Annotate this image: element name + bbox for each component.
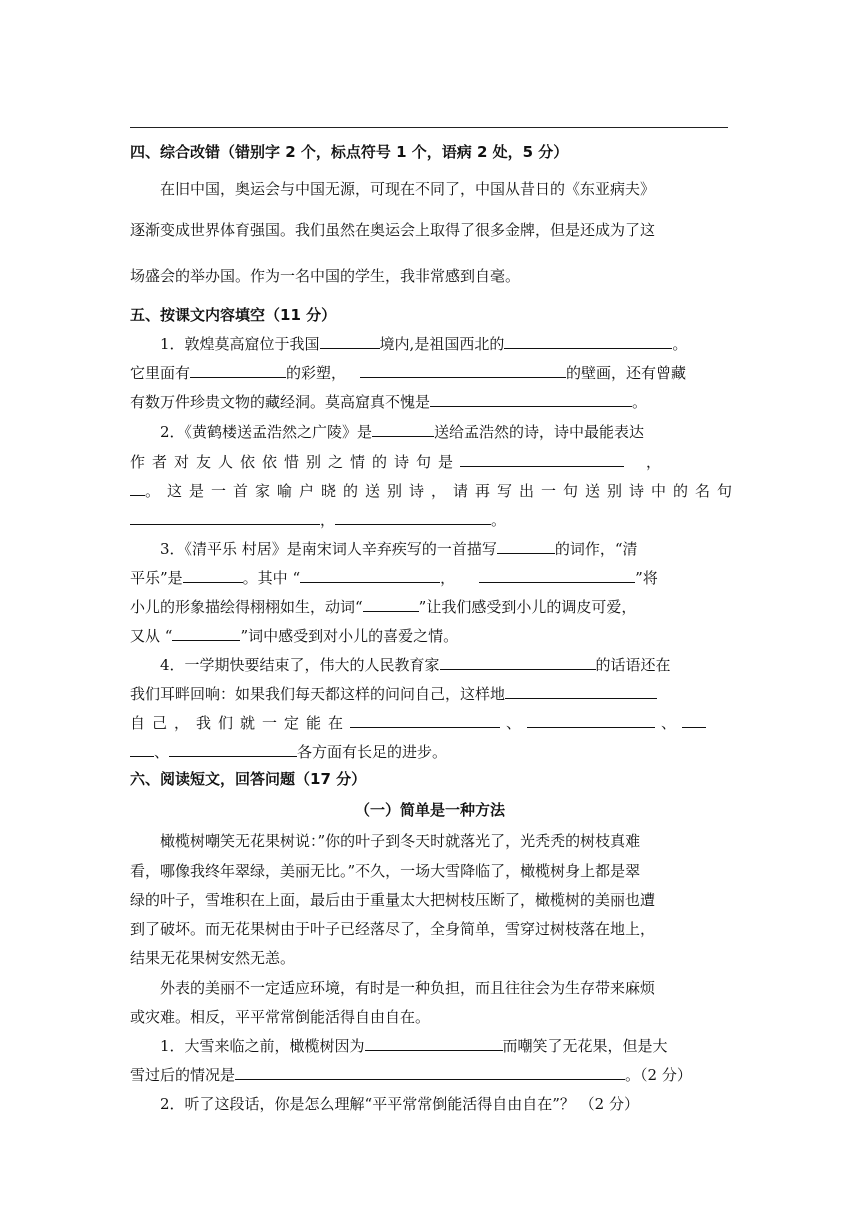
s5-q4-line-4	[130, 741, 730, 762]
text: 的彩塑，	[286, 364, 347, 382]
s5-q3-line-4	[130, 625, 730, 646]
s5-q3-line-3	[130, 596, 730, 617]
s5-q1-line-1	[160, 333, 730, 354]
passage-title: （一）简单是一种方法	[354, 801, 505, 819]
answer-blank[interactable]	[300, 568, 440, 583]
answer-blank[interactable]	[479, 568, 635, 583]
answer-blank[interactable]	[130, 742, 154, 757]
section4-heading: 四、综合改错（错别字 2 个，标点符号 1 个，语病 2 处，5 分）	[130, 143, 569, 161]
section4-line-3: 场盛会的举办国。作为一名中国的学生，我非常感到自毫。	[130, 267, 521, 285]
answer-blank[interactable]	[430, 392, 500, 407]
section5-heading: 五、按课文内容填空（11 分）	[130, 306, 337, 324]
s5-q2-line-3	[130, 480, 740, 501]
answer-blank[interactable]	[372, 422, 434, 437]
passage-para1-line-4: 到了破坏。而无花果树由于叶子已经落尽了，全身简单，雪穿过树枝落在地上，	[130, 920, 656, 938]
top-divider	[130, 127, 728, 128]
text: 它里面有	[130, 364, 191, 382]
section6-heading: 六、阅读短文，回答问题（17 分）	[130, 770, 367, 788]
answer-blank[interactable]	[497, 539, 555, 554]
passage-para1-line-3: 绿的叶子，雪堆积在上面，最后由于重量太大把树枝压断了，橄榄树的美丽也遭	[130, 891, 656, 909]
passage-para1-line-1: 橄榄树嘲笑无花果树说：”你的叶子到冬天时就落光了，光秃秃的树枝真难	[160, 832, 641, 850]
s5-q1-line-3	[130, 391, 730, 412]
answer-blank[interactable]	[190, 363, 286, 378]
passage-para2-line-2: 或灾难。相反，平平常常倒能活得自由自在。	[130, 1008, 431, 1026]
s5-q4-line-1	[160, 654, 730, 675]
text: ，	[646, 453, 662, 471]
answer-blank[interactable]	[320, 334, 380, 349]
answer-blank[interactable]	[570, 392, 632, 407]
answer-blank[interactable]	[682, 713, 706, 728]
answer-blank[interactable]	[505, 684, 657, 699]
answer-blank[interactable]	[527, 713, 655, 728]
text: 2．《黄鹤楼送孟浩然之广陵》是	[160, 423, 373, 441]
answer-blank[interactable]	[350, 713, 500, 728]
s5-q3-line-1	[160, 538, 730, 559]
answer-blank[interactable]	[360, 363, 566, 378]
s5-q4-line-2	[130, 683, 730, 704]
text: 3．《清平乐 村居》是南宋词人辛弃疾写的一首描写	[160, 540, 497, 558]
s6-q2: 2．听了这段话，你是怎么理解“平平常常倒能活得自由自在”？ （2 分）	[160, 1095, 639, 1113]
answer-blank[interactable]	[363, 597, 419, 612]
text: ”让我们感受到小儿的调皮可爱，	[418, 598, 637, 616]
text: 、	[154, 743, 170, 761]
answer-blank[interactable]	[172, 626, 240, 641]
passage-para2-line-1: 外表的美丽不一定适应环境，有时是一种负担，而且往往会为生存带来麻烦	[160, 979, 656, 997]
text: 我们耳畔回响：如果我们每天都这样的问问自己，这样地	[130, 685, 506, 703]
text: 、	[661, 714, 677, 732]
text: 自己，我们就一定能在	[130, 714, 351, 732]
answer-blank[interactable]	[365, 1036, 503, 1051]
s5-q1-line-2	[130, 362, 730, 383]
text: 。	[632, 393, 648, 411]
text: 。	[491, 511, 507, 529]
passage-para1-line-2: 看，哪像我终年翠绿，美丽无比。”不久，一场大雪降临了，橄榄树身上都是翠	[130, 862, 641, 880]
s5-q2-line-2	[130, 451, 730, 472]
text: 各方面有长足的进步。	[297, 743, 448, 761]
text: 雪过后的情况是	[130, 1066, 236, 1084]
s5-q2-line-4	[130, 509, 730, 530]
answer-blank[interactable]	[235, 1065, 625, 1080]
text: 。（2 分）	[625, 1066, 692, 1084]
text: ”将	[635, 569, 658, 587]
text: 小儿的形象描绘得栩栩如生，动词“	[130, 598, 363, 616]
answer-blank[interactable]	[460, 452, 624, 467]
answer-blank[interactable]	[169, 742, 297, 757]
s5-q3-line-2	[130, 567, 730, 588]
text: ”词中感受到对小儿的喜爱之情。	[240, 627, 459, 645]
text: 送给孟浩然的诗，诗中最能表达	[434, 423, 645, 441]
text: 境内,是祖国西北的	[379, 335, 505, 353]
answer-blank[interactable]	[183, 568, 243, 583]
answer-blank[interactable]	[335, 510, 491, 525]
section4-line-1: 在旧中国，奥运会与中国无源，可现在不同了，中国从昔日的《东亚病夫》	[160, 180, 656, 198]
answer-blank[interactable]	[440, 655, 596, 670]
text: 、	[506, 714, 522, 732]
text: 作者对友人依依惜别之情的诗句是	[130, 453, 461, 471]
text: ，	[320, 511, 336, 529]
section4-line-2: 逐渐变成世界体育强国。我们虽然在奥运会上取得了很多金牌，但是还成为了这	[130, 221, 656, 239]
text: 。其中 “	[242, 569, 301, 587]
answer-blank[interactable]	[130, 481, 145, 496]
s6-q1-line-1	[160, 1035, 730, 1056]
answer-blank[interactable]	[130, 510, 320, 525]
text: 有数万件珍贵文物的藏经洞。莫高窟真不愧是	[130, 393, 431, 411]
text: 。	[672, 335, 688, 353]
text: 。这是一首家喻户晓的送别诗，请再写出一句送别诗中的名句	[145, 482, 740, 500]
text: 4．一学期快要结束了，伟大的人民教育家	[160, 656, 440, 674]
text: 而嘲笑了无花果，但是大	[502, 1037, 668, 1055]
text: ，	[440, 569, 456, 587]
text: 又从 “	[130, 627, 173, 645]
passage-para1-line-5: 结果无花果树安然无恙。	[130, 949, 296, 967]
text: 平乐”是	[130, 569, 183, 587]
text: 的话语还在	[595, 656, 671, 674]
answer-blank[interactable]	[504, 334, 672, 349]
s5-q2-line-1	[160, 421, 730, 442]
text: 的壁画，还有曾藏	[566, 364, 687, 382]
text: 1．敦煌莫高窟位于我国	[160, 335, 320, 353]
answer-blank[interactable]	[500, 392, 570, 407]
text: 1．大雪来临之前，橄榄树因为	[160, 1037, 365, 1055]
text: 的词作，“清	[554, 540, 638, 558]
s6-q1-line-2	[130, 1064, 730, 1085]
s5-q4-line-3	[130, 712, 730, 733]
